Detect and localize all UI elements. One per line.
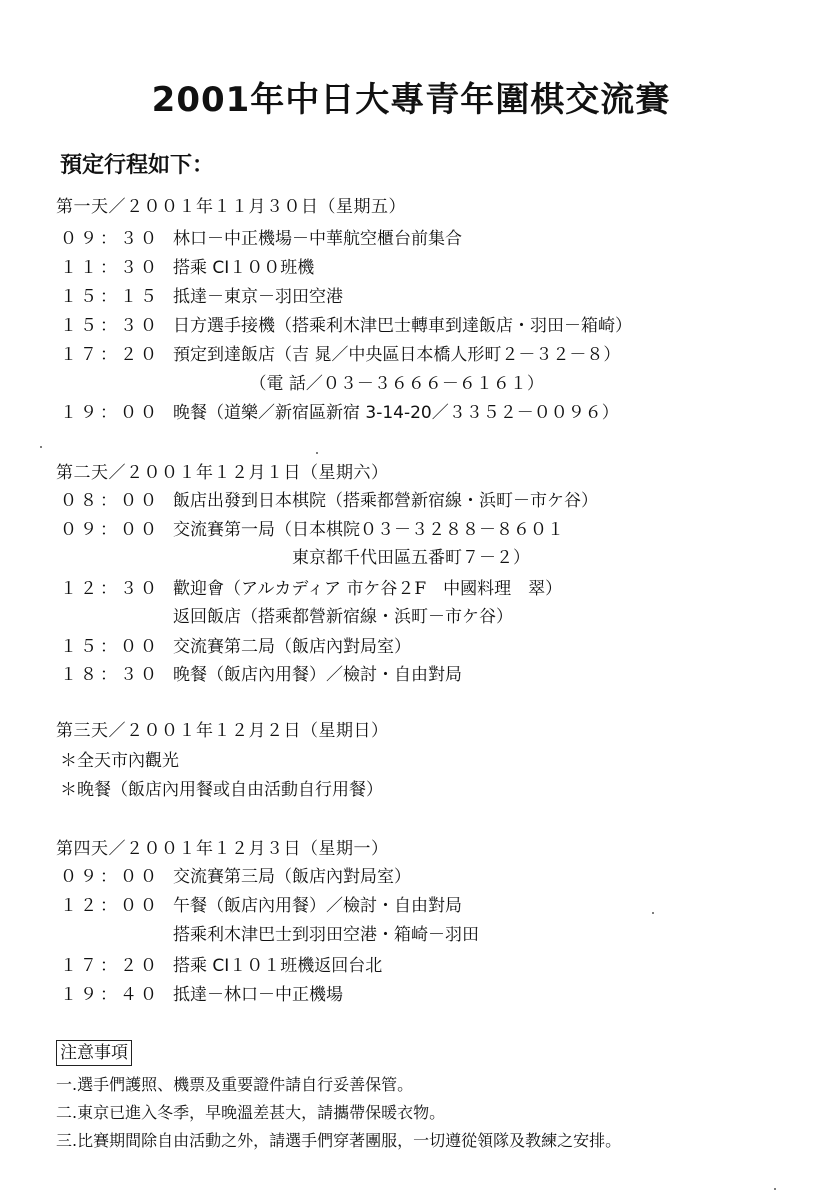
row-desc: 搭乘利木津巴士到羽田空港・箱崎－羽田 xyxy=(173,925,479,945)
row-desc: 飯店出發到日本棋院（搭乘都營新宿線・浜町－市ケ谷） xyxy=(173,491,598,511)
row-desc: 晚餐（道樂／新宿區新宿 3-14-20／３３５２－００９６） xyxy=(173,403,619,423)
note-item: 二.東京已進入冬季，早晚溫差甚大，請攜帶保暖衣物。 xyxy=(56,1103,446,1122)
row-time: １１：３０ xyxy=(60,258,160,278)
row-time: ０９：３０ xyxy=(60,229,160,249)
scan-speck xyxy=(774,1188,776,1190)
row-desc: 歡迎會（アルカディア 市ケ谷２F 中國料理 翠） xyxy=(173,579,563,599)
scan-speck xyxy=(316,452,318,454)
day-4-header: 第四天／２００１年１２月３日（星期一） xyxy=(56,839,389,859)
list-item: ＊晚餐（飯店內用餐或自由活動自行用餐） xyxy=(60,780,383,800)
notes-heading: 注意事項 xyxy=(56,1040,132,1066)
row-desc: 預定到達飯店（吉 晁／中央區日本橋人形町２－３２－８） xyxy=(173,345,621,365)
row-desc: 交流賽第三局（飯店內對局室） xyxy=(173,867,411,887)
row-desc: 搭乘 CI１００班機 xyxy=(173,258,315,278)
row-time: ０９：００ xyxy=(60,867,160,887)
row-desc: 抵達－東京－羽田空港 xyxy=(173,287,343,307)
note-item: 三.比賽期間除自由活動之外，請選手們穿著團服，一切遵從領隊及教練之安排。 xyxy=(56,1131,622,1150)
note-item: 一.選手們護照、機票及重要證件請自行妥善保管。 xyxy=(56,1075,414,1094)
day-3-header: 第三天／２００１年１２月２日（星期日） xyxy=(56,721,389,741)
row-time: １７：２０ xyxy=(60,345,160,365)
row-time: １９：４０ xyxy=(60,985,160,1005)
row-time: １２：３０ xyxy=(60,579,160,599)
document-title: 2001年中日大專青年圍棋交流賽 xyxy=(151,80,671,120)
row-desc: 搭乘 CI１０１班機返回台北 xyxy=(173,956,383,976)
scan-speck xyxy=(652,912,654,914)
list-item: ＊全天市內觀光 xyxy=(60,751,179,771)
day-2-header: 第二天／２００１年１２月１日（星期六） xyxy=(56,463,389,483)
row-desc: 林口－中正機場－中華航空櫃台前集合 xyxy=(173,229,462,249)
row-desc: （電 話／０３－３６６６－６１６１） xyxy=(173,374,544,394)
row-time: １７：２０ xyxy=(60,956,160,976)
row-desc: 日方選手接機（搭乘利木津巴士轉車到達飯店・羽田－箱崎） xyxy=(173,316,632,336)
row-time: １５：３０ xyxy=(60,316,160,336)
schedule-subtitle: 預定行程如下： xyxy=(60,153,215,178)
row-time: １８：３０ xyxy=(60,665,160,685)
row-desc: 返回飯店（搭乘都營新宿線・浜町－市ケ谷） xyxy=(173,607,513,627)
row-time: １２：００ xyxy=(60,896,160,916)
row-time: １５：００ xyxy=(60,637,160,657)
row-time: ０８：００ xyxy=(60,491,160,511)
row-desc: 抵達－林口－中正機場 xyxy=(173,985,343,1005)
row-time: ０９：００ xyxy=(60,520,160,540)
day-1-header: 第一天／２００１年１１月３０日（星期五） xyxy=(56,197,406,217)
scan-speck xyxy=(40,446,42,448)
row-desc: 東京都千代田區五番町７－２） xyxy=(173,548,530,568)
row-desc: 午餐（飯店內用餐）／檢討・自由對局 xyxy=(173,896,462,916)
row-desc: 交流賽第一局（日本棋院０３－３２８８－８６０１ xyxy=(173,520,564,540)
row-desc: 交流賽第二局（飯店內對局室） xyxy=(173,637,411,657)
row-time: １９：００ xyxy=(60,403,160,423)
row-desc: 晚餐（飯店內用餐）／檢討・自由對局 xyxy=(173,665,462,685)
row-time: １５：１５ xyxy=(60,287,160,307)
